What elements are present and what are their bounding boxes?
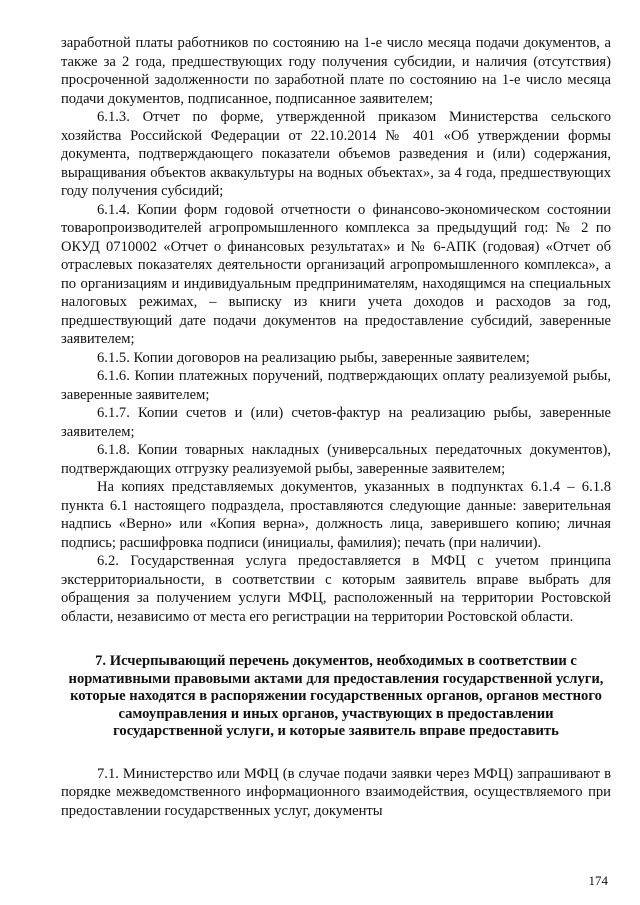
paragraph-salary-arrears: заработной платы работников по состоянию на 1-е число месяца подачи документов, а также за 2 года, предшествующих году получения субсидии, и наличия (отсутствия) просроченной задолженности по заработной плате по состоянию на 1-е число месяца подачи документов, подписанное, подписанное заявителем; <box>61 35 611 107</box>
paragraph-6-1-4: 6.1.4. Копии форм годовой отчетности о финансово-экономическом состоянии товаропроизводителей агропромышленного комплекса за предыдущий год: № 2 по ОКУД 0710002 «Отчет о финансовых результатах» и № 6-АПК (годовая) «Отчет об отраслевых показателях деятельности организаций агропромышленного комплекса», а по организациям и индивидуальным предпринимателям, находящимся на специальных налоговых режимах, – выписку из книги учета доходов и расходов за год, предшествующий дате подачи документов на предоставление субсидий, заверенные заявителем; <box>61 201 611 347</box>
paragraph-6-1-3: 6.1.3. Отчет по форме, утвержденной приказом Министерства сельского хозяйства Российской Федерации от 22.10.2014 № 401 «Об утверждении формы документа, подтверждающего показатели объемов разведения и (или) содержания, выращивания объектов аквакультуры на водных объектах», за 4 года, предшествующих году получения субсидий; <box>61 109 611 199</box>
paragraph-6-1-7: 6.1.7. Копии счетов и (или) счетов-фактур на реализацию рыбы, заверенные заявителем; <box>61 405 611 440</box>
paragraph-6-1-6: 6.1.6. Копии платежных поручений, подтверждающих оплату реализуемой рыбы, заверенные заявителем; <box>61 368 611 403</box>
page-number: 174 <box>588 873 608 888</box>
paragraph-copies-note: На копиях представляемых документов, указанных в подпунктах 6.1.4 – 6.1.8 пункта 6.1 настоящего подраздела, проставляются следующие данные: заверительная надпись «Верно» или «Копия верна», должность лица, заверившего копию; личная подпись; расшифровка подписи (инициалы, фамилия); печать (при наличии). <box>61 479 611 551</box>
paragraph-7-1: 7.1. Министерство или МФЦ (в случае подачи заявки через МФЦ) запрашивают в порядке межведомственного информационного взаимодействия, осуществляемого при предоставлении государственных услуг, документы <box>61 765 611 819</box>
section-7-heading: 7. Исчерпывающий перечень документов, необходимых в соответствии с нормативными правовыми актами для предоставления государственной услуги, которые находятся в распоряжении государственных органов, органов местного самоуправления и иных органов, участвующих в предоставлении государственной услуги, и которые заявитель вправе предоставить <box>68 653 604 740</box>
paragraph-6-2: 6.2. Государственная услуга предоставляется в МФЦ с учетом принципа экстерриториальности, в соответствии с которым заявитель вправе выбрать для обращения за получением услуги МФЦ, расположенный на территории Ростовской области, независимо от места его регистрации на территории Ростовской области. <box>61 553 611 625</box>
document-page <box>61 34 611 820</box>
paragraph-6-1-8: 6.1.8. Копии товарных накладных (универсальных передаточных документов), подтверждающих отгрузку реализуемой рыбы, заверенные заявителем; <box>61 442 611 477</box>
paragraph-6-1-5: 6.1.5. Копии договоров на реализацию рыбы, заверенные заявителем; <box>97 349 530 366</box>
